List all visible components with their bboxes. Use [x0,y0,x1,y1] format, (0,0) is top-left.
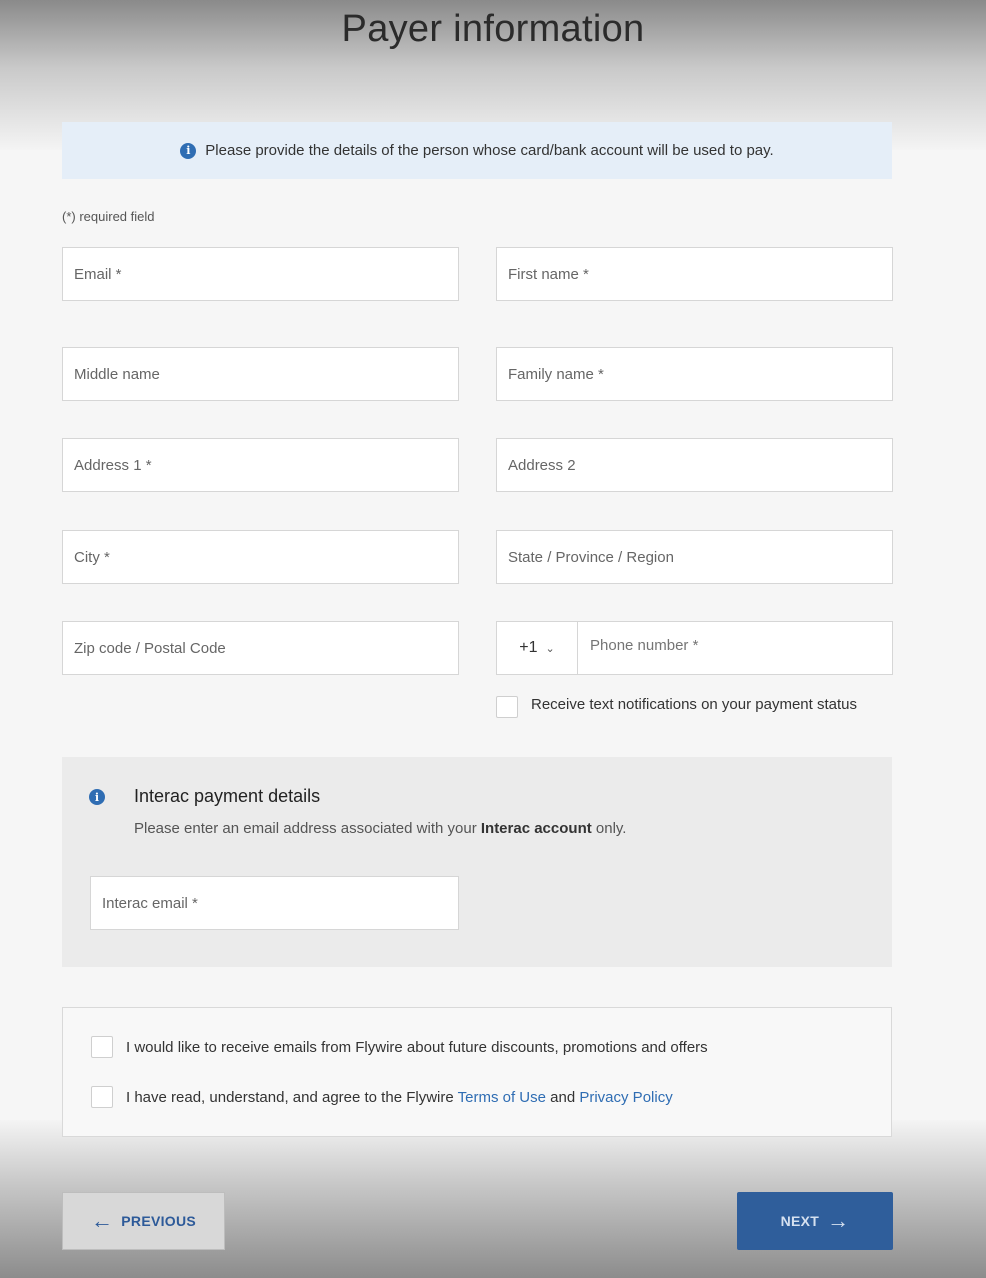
phone-field-group [496,621,893,675]
city-field[interactable] [62,530,459,584]
middle-name-field[interactable] [62,347,459,401]
arrow-left-icon: ← [90,1208,114,1233]
privacy-policy-link[interactable]: Privacy Policy [579,1088,673,1106]
phone-number-field[interactable] [578,616,892,674]
terms-and: and [545,1088,580,1106]
email-input[interactable] [74,266,458,283]
family-name-input[interactable] [508,366,892,383]
info-icon: i [89,789,105,805]
address2-field[interactable] [496,438,893,492]
zip-input[interactable] [74,640,458,657]
interac-desc-prefix: Please enter an email address associated with your [134,820,481,837]
state-input[interactable] [508,549,892,566]
interac-title: Interac payment details [134,786,321,806]
sms-opt-in-row [496,694,893,718]
first-name-input[interactable] [508,266,892,283]
next-button[interactable] [737,1192,893,1250]
state-field[interactable] [496,530,893,584]
email-field[interactable] [62,247,459,301]
info-banner-text: Please provide the details of the person whose card/bank account will be used to pay. [205,142,774,159]
country-code-select[interactable] [497,622,578,674]
promo-consent-label: I would like to receive emails from Flywire about future discounts, promotions and offers [126,1038,708,1056]
arrow-right-icon: → [827,1208,850,1233]
address1-input[interactable] [74,457,458,474]
interac-email-input[interactable] [102,895,458,912]
country-code-value: +1 [519,639,538,656]
address1-field[interactable] [62,438,459,492]
terms-consent-row [91,1086,673,1108]
previous-button-label: PREVIOUS [121,1213,197,1229]
address2-input[interactable] [508,457,892,474]
terms-consent-checkbox[interactable] [91,1086,113,1108]
terms-of-use-link[interactable]: Terms of Use [457,1088,546,1106]
interac-section [62,757,892,967]
promo-consent-row [91,1036,708,1058]
family-name-field[interactable] [496,347,893,401]
interac-desc-bold: Interac account [480,820,592,837]
first-name-field[interactable] [496,247,893,301]
terms-consent-label [126,1089,673,1106]
interac-description [134,820,626,837]
info-banner [62,122,892,179]
chevron-down-icon: ⌄ [545,642,555,655]
sms-opt-in-label: Receive text notifications on your payment status [531,696,858,713]
info-icon: i [180,143,196,159]
next-button-label: NEXT [780,1213,820,1229]
consent-section [62,1007,892,1137]
page-title: Payer information [341,8,645,50]
zip-field[interactable] [62,621,459,675]
interac-desc-suffix: only. [591,820,627,837]
previous-button[interactable] [62,1192,225,1250]
terms-prefix: I have read, understand, and agree to the Flywire [126,1088,458,1106]
interac-email-field[interactable] [90,876,459,930]
required-field-note: (*) required field [62,209,155,224]
sms-opt-in-checkbox[interactable] [496,696,518,718]
phone-number-input[interactable] [590,637,892,654]
promo-consent-checkbox[interactable] [91,1036,113,1058]
middle-name-input[interactable] [74,366,458,383]
city-input[interactable] [74,549,458,566]
